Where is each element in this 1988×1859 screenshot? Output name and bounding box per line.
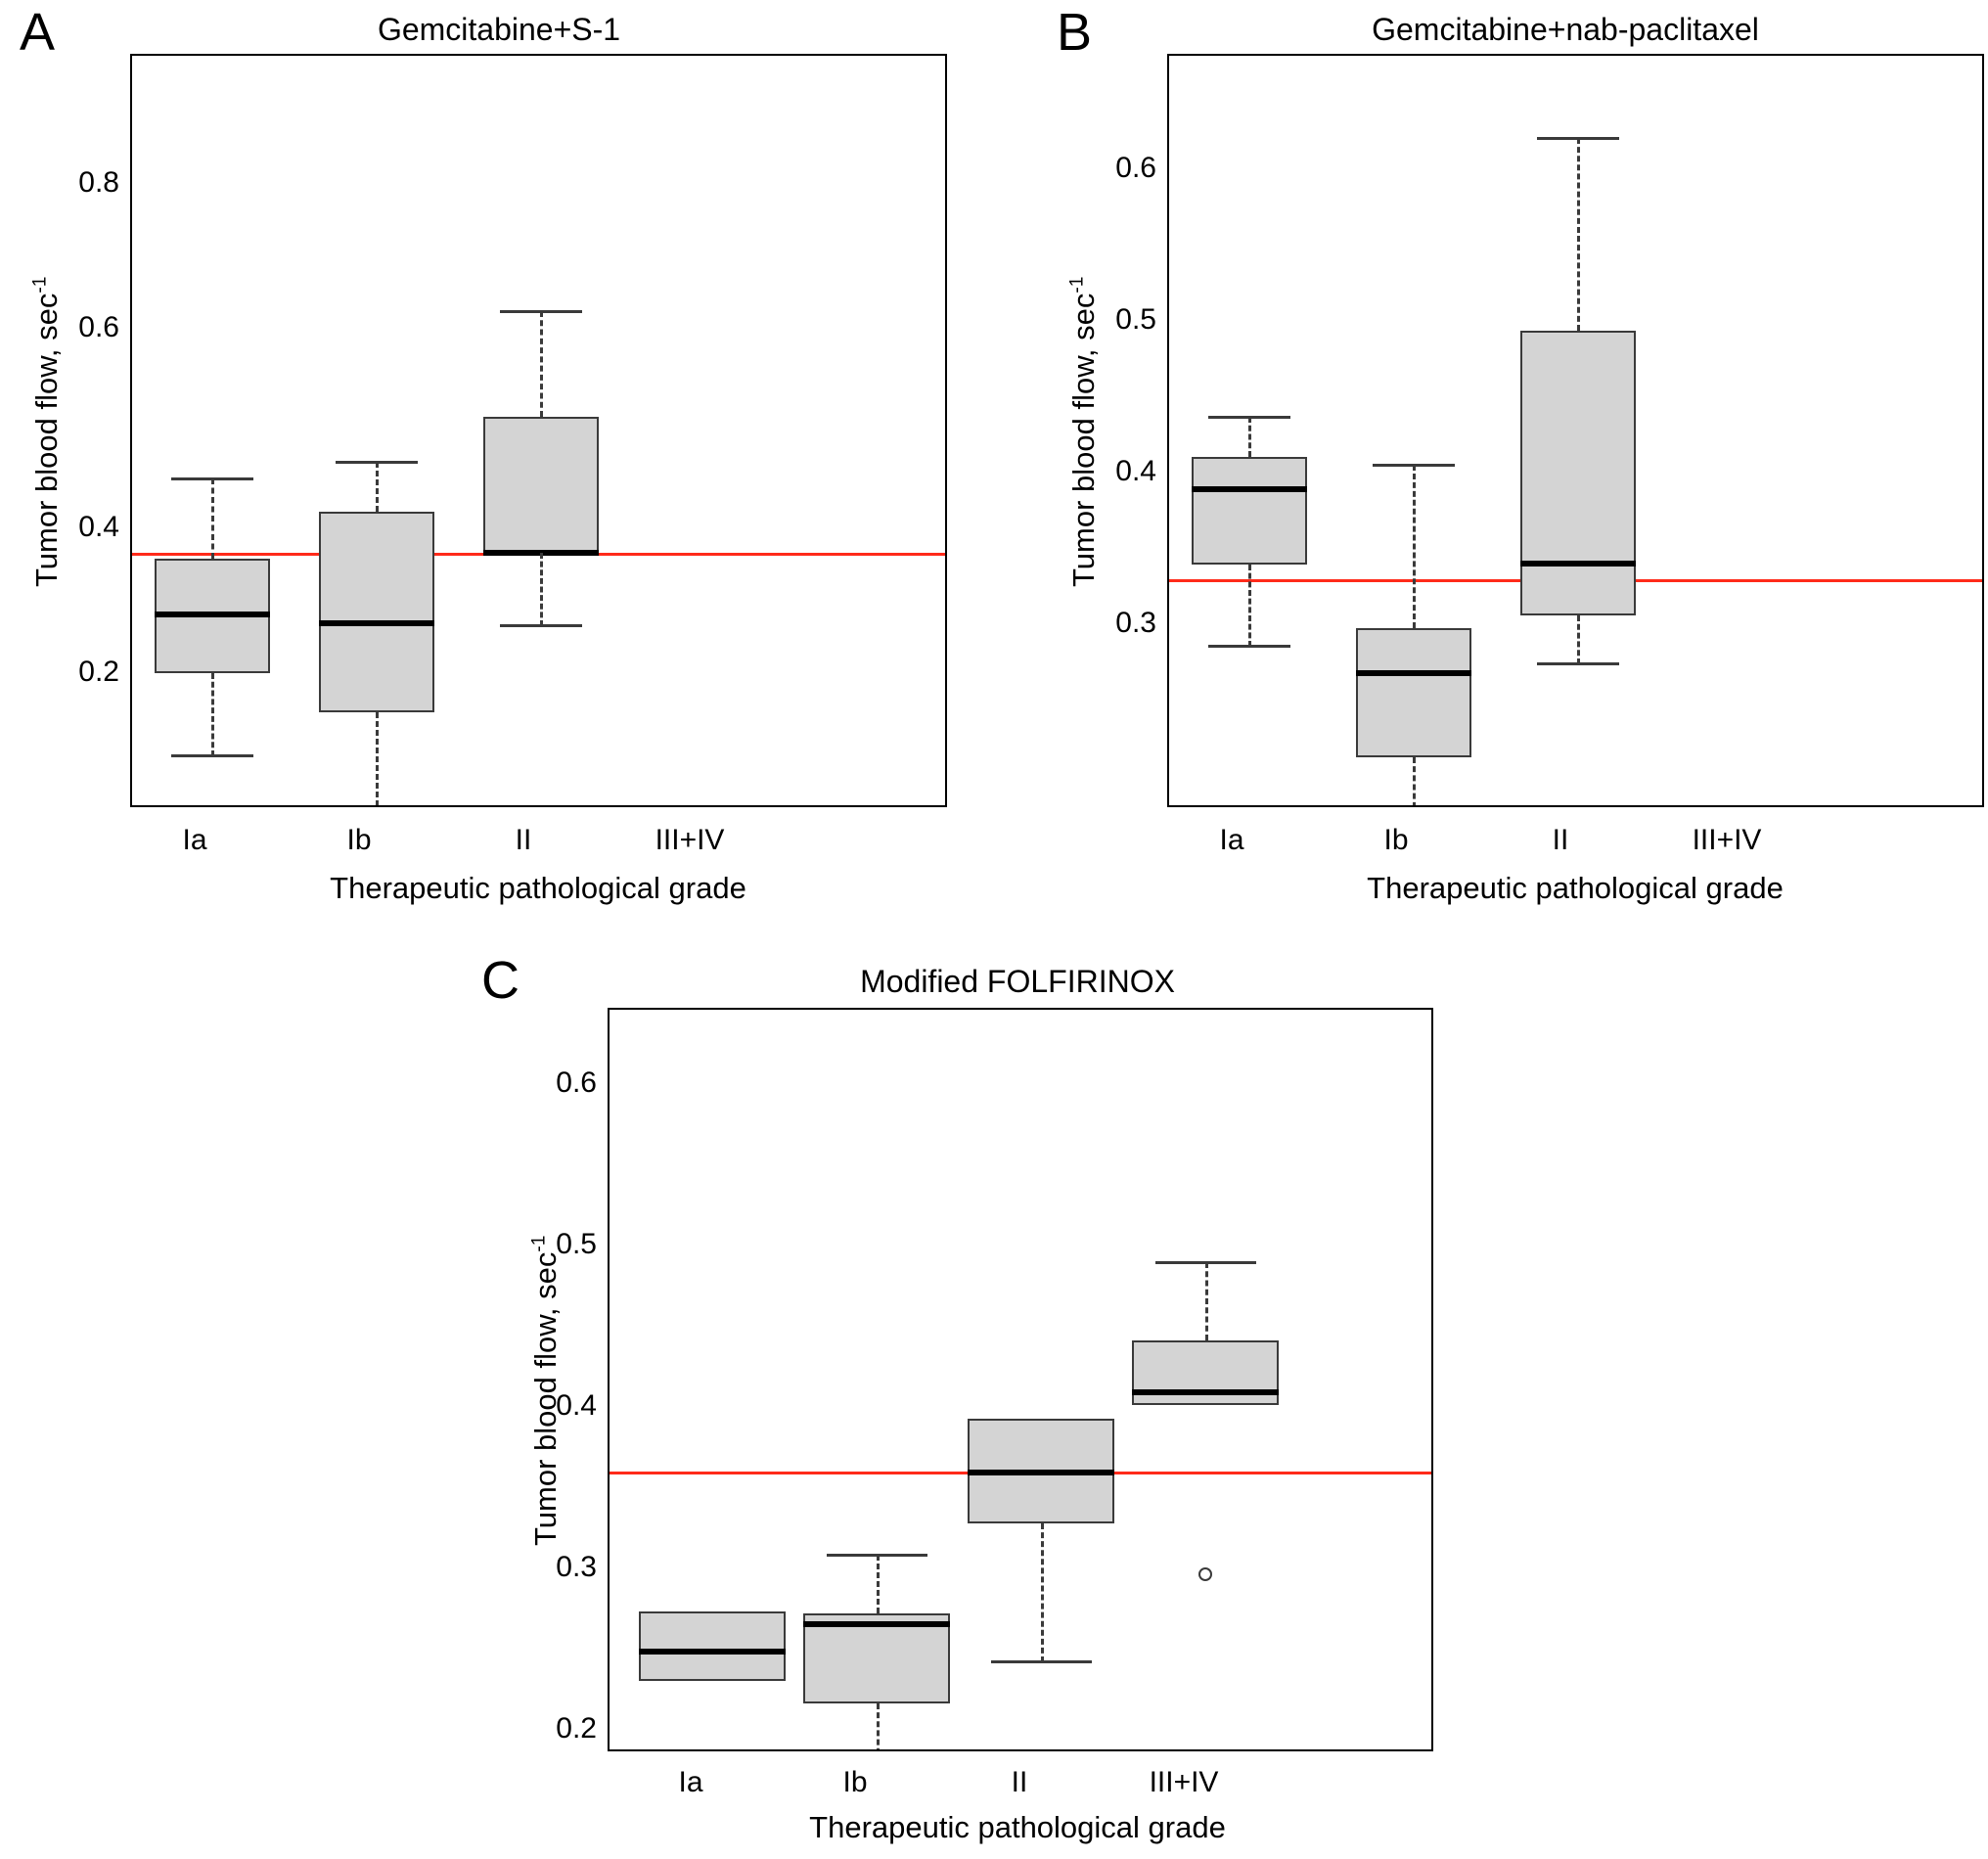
panel-b-ytick-0: 0.3 — [1115, 607, 1156, 639]
panel-c-cap-upper-iii-iv — [1155, 1261, 1256, 1264]
panel-c-x-axis-label: Therapeutic pathological grade — [809, 1810, 1226, 1844]
panel-a-x-axis-label: Therapeutic pathological grade — [330, 871, 746, 905]
panel-c-whisker-lower-ib — [877, 1703, 880, 1751]
panel-c-xtick-ib: Ib — [842, 1766, 868, 1798]
panel-a-median-ib — [319, 620, 434, 626]
panel-b-cap-lower-ii — [1537, 662, 1619, 665]
panel-b-whisker-lower-ib — [1413, 757, 1416, 807]
panel-a-y-axis-label-text: Tumor blood flow, sec — [29, 293, 64, 587]
panel-b-ytick-1: 0.4 — [1115, 455, 1156, 487]
panel-c-median-ii — [968, 1470, 1114, 1475]
panel-c-whisker-upper-iii-iv — [1205, 1262, 1208, 1340]
panel-b-box-ia — [1192, 457, 1307, 565]
panel-c-xtick-ia: Ia — [678, 1766, 703, 1798]
panel-c-xtick-ii: II — [1011, 1766, 1028, 1798]
panel-b-xtick-iii-iv: III+IV — [1692, 824, 1762, 856]
panel-b-ytick-3: 0.6 — [1115, 152, 1156, 184]
panel-a-xtick-iii-iv: III+IV — [655, 824, 725, 856]
panel-b-ytick-2: 0.5 — [1115, 303, 1156, 336]
panel-c-xtick-iii-iv: III+IV — [1149, 1766, 1219, 1798]
panel-c-title: Modified FOLFIRINOX — [860, 964, 1175, 999]
panel-a-whisker-upper-ib — [376, 462, 379, 512]
panel-c-ytick-2: 0.4 — [556, 1389, 597, 1422]
panel-c-plot-area — [608, 1008, 1433, 1751]
panel-c-ytick-0: 0.2 — [556, 1712, 597, 1745]
panel-a-whisker-lower-ii — [540, 553, 543, 626]
panel-b-whisker-upper-ii — [1577, 138, 1580, 331]
panel-c-letter: C — [481, 951, 520, 1010]
panel-a-ytick-3: 0.8 — [78, 166, 119, 199]
panel-a-cap-lower-ia — [171, 754, 253, 757]
panel-c-y-axis-label-text: Tumor blood flow, sec — [528, 1251, 563, 1546]
panel-c-box-iii-iv — [1132, 1340, 1279, 1405]
panel-c-median-ia — [639, 1649, 786, 1655]
panel-b-xtick-ia: Ia — [1219, 824, 1244, 856]
panel-a-cap-upper-ia — [171, 477, 253, 480]
panel-b-plot-area — [1167, 54, 1984, 807]
panel-a-box-ib — [319, 512, 434, 712]
panel-c-outlier-iii-iv — [1198, 1567, 1212, 1581]
panel-a-whisker-lower-ib — [376, 712, 379, 807]
panel-b-median-ib — [1356, 670, 1471, 676]
panel-a-xtick-ia: Ia — [182, 824, 207, 856]
panel-b-box-ib — [1356, 628, 1471, 757]
panel-a-ytick-0: 0.2 — [78, 656, 119, 688]
panel-b-letter: B — [1057, 3, 1093, 62]
panel-b-y-axis-label-text: Tumor blood flow, sec — [1066, 293, 1101, 587]
panel-a-whisker-upper-ii — [540, 311, 543, 417]
panel-b-cap-upper-ia — [1208, 416, 1290, 419]
panel-c-box-ia — [639, 1611, 786, 1681]
panel-a-title: Gemcitabine+S-1 — [377, 12, 621, 47]
panel-b-cap-upper-ii — [1537, 137, 1619, 140]
panel-b-whisker-lower-ii — [1577, 615, 1580, 664]
panel-a-xtick-ib: Ib — [346, 824, 372, 856]
panel-c-ytick-3: 0.5 — [556, 1228, 597, 1260]
panel-a-whisker-lower-ia — [211, 673, 214, 756]
panel-a-cap-lower-ii — [500, 624, 582, 627]
panel-c-median-ib — [803, 1621, 950, 1627]
panel-a-cap-upper-ib — [336, 461, 418, 464]
panel-c-y-axis-label-sup: -1 — [528, 1235, 550, 1252]
panel-c-ytick-1: 0.3 — [556, 1551, 597, 1583]
panel-a-box-ii — [483, 417, 599, 553]
panel-b-whisker-lower-ia — [1248, 565, 1251, 647]
panel-c-median-iii-iv — [1132, 1389, 1279, 1395]
panel-a-whisker-upper-ia — [211, 478, 214, 559]
panel-a-cap-upper-ii — [500, 310, 582, 313]
panel-a-plot-area — [130, 54, 947, 807]
panel-b-box-ii — [1520, 331, 1636, 615]
panel-a-y-axis-label-sup: -1 — [29, 276, 51, 294]
panel-c-whisker-lower-ii — [1041, 1523, 1044, 1662]
panel-b-whisker-upper-ia — [1248, 417, 1251, 457]
panel-a-ytick-2: 0.6 — [78, 311, 119, 343]
panel-c-cap-upper-ib — [827, 1554, 927, 1557]
panel-b-xtick-ib: Ib — [1383, 824, 1409, 856]
panel-b-cap-lower-ia — [1208, 645, 1290, 648]
panel-a-ytick-1: 0.4 — [78, 511, 119, 543]
panel-b-median-ia — [1192, 486, 1307, 492]
panel-b-median-ii — [1520, 561, 1636, 567]
panel-b-title: Gemcitabine+nab-paclitaxel — [1372, 12, 1759, 47]
panel-b-x-axis-label: Therapeutic pathological grade — [1367, 871, 1784, 905]
panel-a-xtick-ii: II — [515, 824, 532, 856]
panel-b-whisker-upper-ib — [1413, 465, 1416, 628]
panel-b-y-axis-label-sup: -1 — [1066, 276, 1088, 294]
panel-c-ytick-4: 0.6 — [556, 1066, 597, 1099]
panel-c-cap-lower-ii — [991, 1660, 1092, 1663]
panel-b-cap-upper-ib — [1373, 464, 1455, 467]
panel-a-median-ia — [155, 612, 270, 617]
panel-a-letter: A — [20, 3, 56, 62]
panel-c-whisker-upper-ib — [877, 1555, 880, 1613]
panel-b-xtick-ii: II — [1552, 824, 1569, 856]
